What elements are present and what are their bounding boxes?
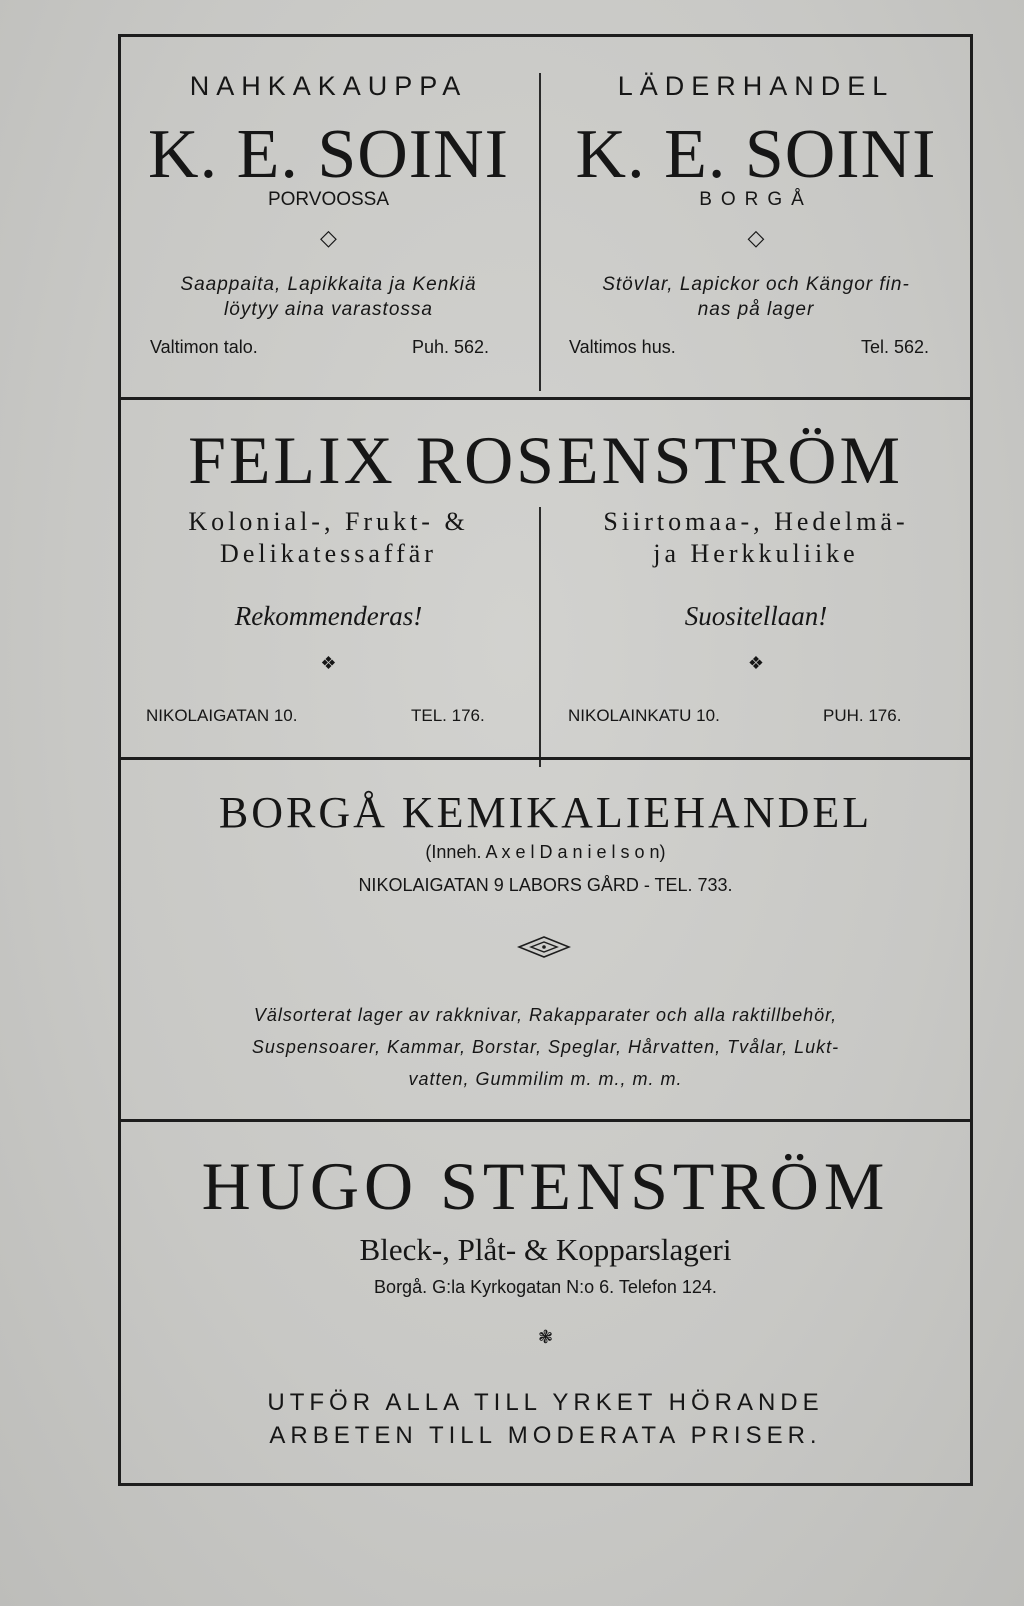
rosenstrom-sv-address: NIKOLAIGATAN 10. [146,706,298,725]
ad-frame [118,34,973,1486]
kemikalie-name: BORGÅ KEMIKALIEHANDEL [218,788,873,837]
flower-ornament-icon: ❃ [537,1327,554,1347]
soini-sv-desc-line2: nas på lager [697,299,815,320]
section-divider [121,757,970,760]
rosenstrom-fi-address: NIKOLAINKATU 10. [568,706,720,725]
ornament-icon: ❖ [747,653,765,673]
stenstrom-address: Borgå. G:la Kyrkogatan N:o 6. Telefon 124. [374,1277,717,1297]
soini-fi-desc-line2: löytyy aina varastossa [224,299,433,320]
kemikalie-desc-line3: vatten, Gummilim m. m., m. m. [408,1069,683,1089]
soini-sv-phone: Tel. 562. [861,337,930,357]
soini-fi-kicker: NAHKAKAUPPA [189,71,468,101]
stenstrom-name: HUGO STENSTRÖM [201,1148,890,1224]
stenstrom-trade: Bleck-, Plåt- & Kopparslageri [359,1232,732,1267]
soini-sv-name: K. E. SOINI [575,116,937,193]
column-divider [539,73,541,391]
soini-fi-address: Valtimon talo. [150,337,258,357]
rosenstrom-sv-phone: TEL. 176. [411,706,485,725]
diamond-ornament-icon: ◇ [747,225,765,250]
soini-sv-desc-line1: Stövlar, Lapickor och Kängor fin- [602,274,910,295]
stenstrom-tagline-line2: ARBETEN TILL MODERATA PRISER. [269,1422,822,1449]
rosenstrom-sv-line2: Delikatessaffär [220,539,437,568]
column-divider [539,507,541,767]
kemikalie-desc-line1: Välsorterat lager av rakknivar, Rakapparater och alla raktillbehör, [253,1005,838,1025]
rosenstrom-fi-line1: Siirtomaa-, Hedelmä- [603,507,909,536]
diamond-ornament-icon [517,935,571,959]
diamond-ornament-icon: ◇ [320,225,337,250]
kemikalie-address: NIKOLAIGATAN 9 LABORS GÅRD - TEL. 733. [358,875,733,895]
soini-sv-address: Valtimos hus. [569,337,676,357]
rosenstrom-name: FELIX ROSENSTRÖM [188,422,903,498]
soini-fi-phone: Puh. 562. [412,337,490,357]
soini-fi-place: PORVOOSSA [267,189,390,210]
rosenstrom-sv-line1: Kolonial-, Frukt- & [188,507,469,536]
section-divider [121,397,970,400]
section-divider [121,1119,970,1122]
rosenstrom-fi-slogan: Suositellaan! [684,601,828,631]
rosenstrom-fi-phone: PUH. 176. [823,706,902,725]
soini-sv-kicker: LÄDERHANDEL [617,71,895,101]
kemikalie-desc-line2: Suspensoarer, Kammar, Borstar, Speglar, Hårvatten, Tvålar, Lukt- [251,1037,840,1057]
kemikalie-owner: (Inneh. A x e l D a n i e l s o n) [425,842,666,862]
rosenstrom-sv-slogan: Rekommenderas! [234,601,423,631]
soini-fi-desc-line1: Saappaita, Lapikkaita ja Kenkiä [180,274,477,295]
soini-fi-name: K. E. SOINI [148,116,509,193]
ornament-icon: ❖ [320,653,337,673]
soini-sv-place: BORGÅ [699,189,813,210]
stenstrom-tagline-line1: UTFÖR ALLA TILL YRKET HÖRANDE [267,1389,824,1416]
rosenstrom-fi-line2: ja Herkkuliike [653,539,859,568]
